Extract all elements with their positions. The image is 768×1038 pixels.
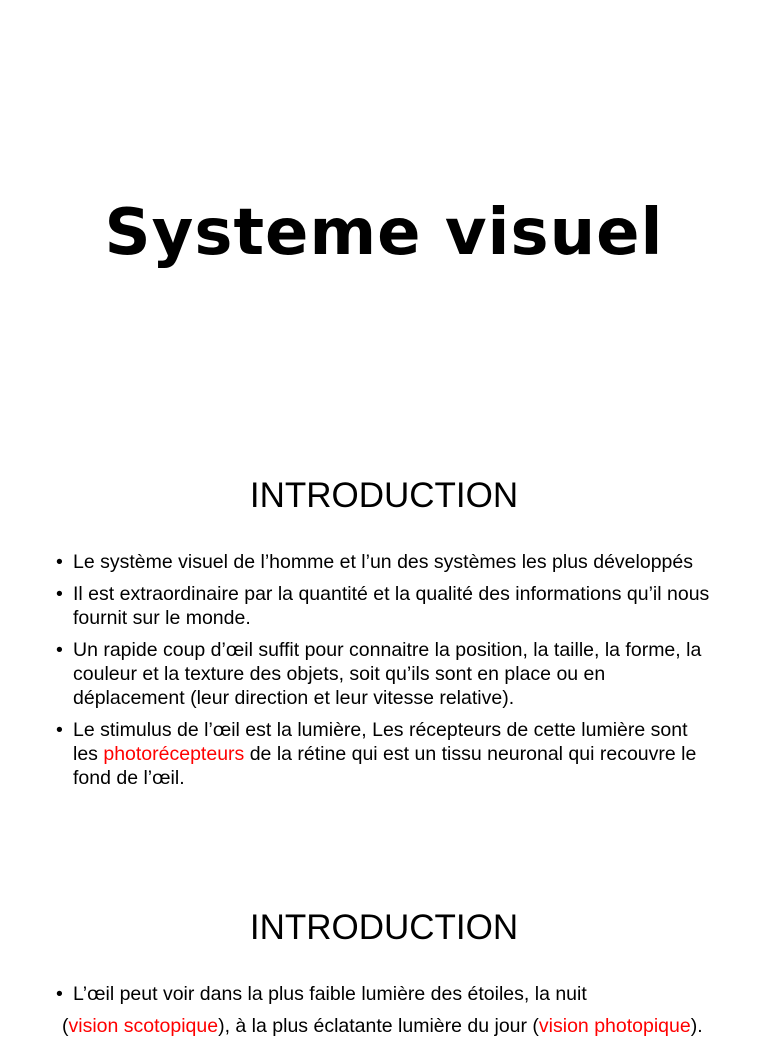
slide-title <box>0 0 768 432</box>
bullet-item: • Il est extraordinaire par la quantité et la qualité des informations qu’il nous fournit sur le monde. <box>56 582 716 630</box>
slide-introduction-1 <box>0 432 768 864</box>
slide-heading: INTRODUCTION <box>249 908 519 947</box>
text: ( <box>62 1015 69 1037</box>
bullet-item: • Un rapide coup d’œil suffit pour connaitre la position, la taille, la forme, la couleur et la texture des objets, soit qu’ils sont en place ou en déplacement (leur direction et leur vitesse relative). <box>56 638 716 710</box>
slide-introduction-2 <box>0 864 768 1037</box>
text: ), à la plus éclatante lumière du jour ( <box>218 1015 539 1037</box>
bullet-list <box>56 550 716 798</box>
bullet-text: Le stimulus de l’œil est la lumière, Les récepteurs de cette lumière sont les <box>73 719 688 765</box>
slide-heading: INTRODUCTION <box>249 476 519 515</box>
bullet-text: de la rétine qui est un tissu neuronal qui recouvre le fond de l’œil. <box>73 743 697 789</box>
bullet-list <box>56 982 716 1014</box>
highlighted-term: photorécepteurs <box>103 743 245 765</box>
presentation-title: Systeme visuel <box>104 196 664 270</box>
text: ). <box>690 1015 703 1037</box>
bullet-item: • L’œil peut voir dans la plus faible lumière des étoiles, la nuit <box>56 982 716 1006</box>
bullet-continuation <box>62 1014 703 1038</box>
highlighted-term: vision scotopique <box>68 1015 219 1037</box>
bullet-item <box>56 718 716 790</box>
bullet-item: • Le système visuel de l’homme et l’un des systèmes les plus développés <box>56 550 716 574</box>
highlighted-term: vision photopique <box>538 1015 691 1037</box>
